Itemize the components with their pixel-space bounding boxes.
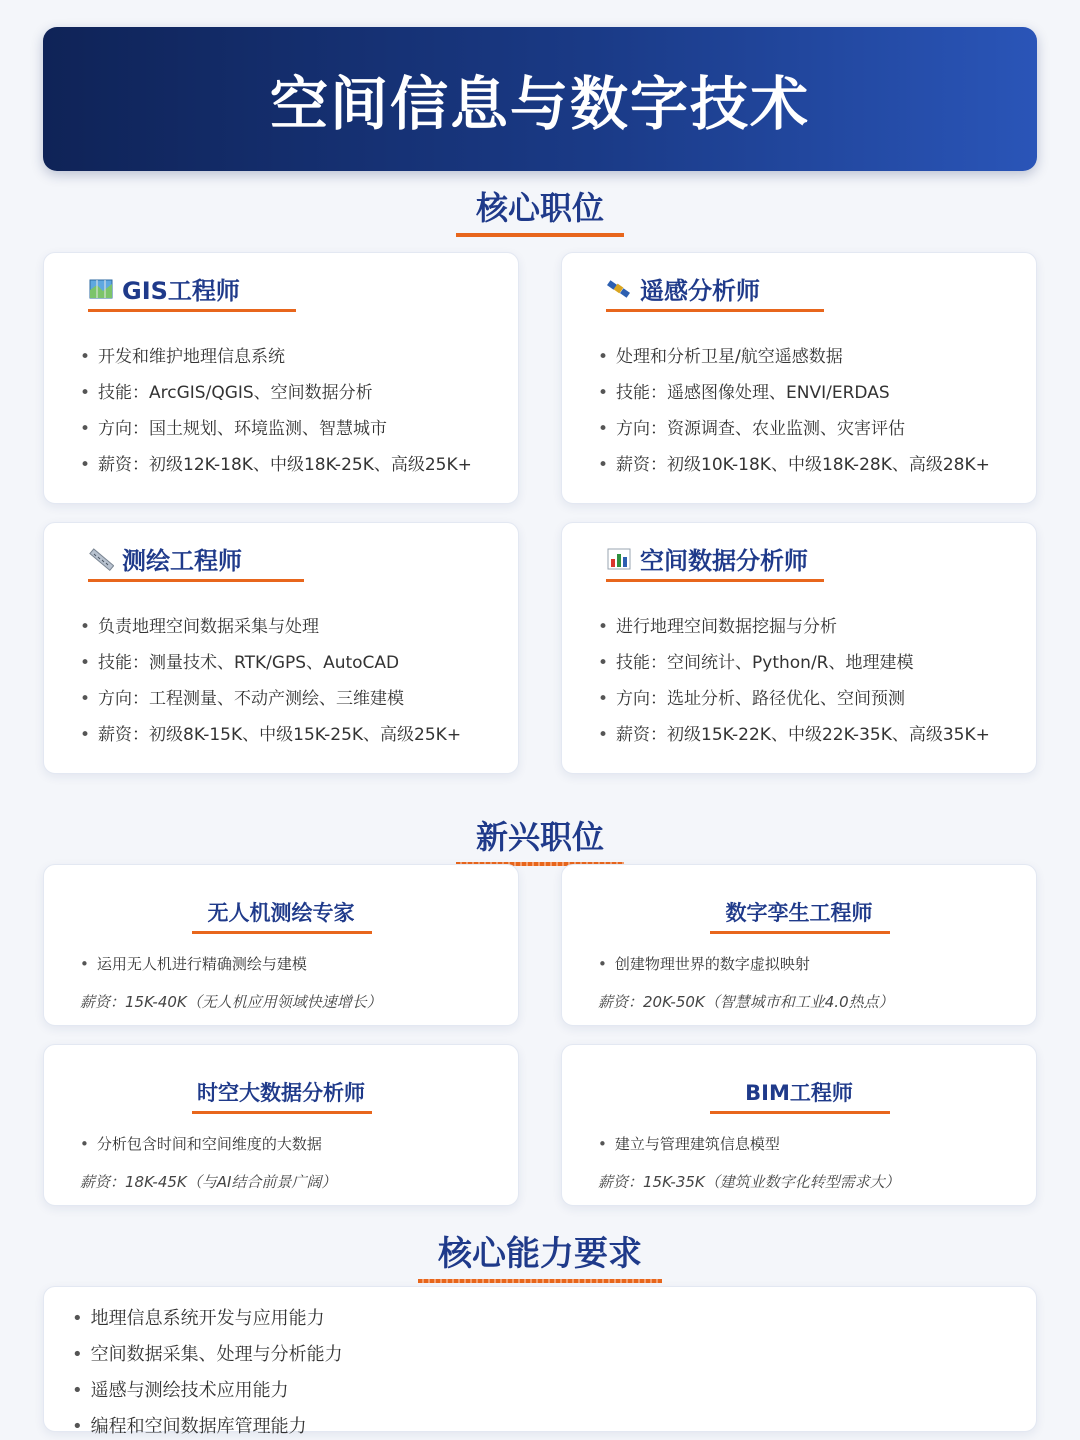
job-title: 数字孪生工程师 — [725, 901, 873, 925]
title-underline — [192, 931, 372, 934]
list-item: • 方向：工程测量、不动产测绘、三维建模 — [80, 681, 461, 717]
list-item: • 处理和分析卫星/航空遥感数据 — [598, 339, 990, 375]
job-title: GIS工程师 — [122, 277, 240, 305]
list-item: • 技能：遥感图像处理、ENVI/ERDAS — [598, 375, 990, 411]
section-title-ability: 核心能力要求 — [0, 1226, 1080, 1283]
job-description: • 建立与管理建筑信息模型 — [598, 1133, 780, 1154]
title-underline — [710, 931, 890, 934]
job-details — [80, 339, 472, 483]
job-title: 空间数据分析师 — [640, 547, 808, 575]
job-salary: 薪资：20K-50K（智慧城市和工业4.0热点） — [598, 993, 894, 1011]
list-item: • 进行地理空间数据挖掘与分析 — [598, 609, 990, 645]
list-item: • 方向：国土规划、环境监测、智慧城市 — [80, 411, 472, 447]
job-details — [598, 609, 990, 753]
section-title-core: 核心职位 — [0, 183, 1080, 237]
list-item: • 负责地理空间数据采集与处理 — [80, 609, 461, 645]
job-details — [80, 609, 461, 753]
header-banner — [43, 27, 1037, 171]
emerging-card-spatiotemporal[interactable] — [43, 1044, 519, 1206]
job-card-spatial-data[interactable] — [561, 522, 1037, 774]
list-item: • 薪资：初级12K-18K、中级18K-25K、高级25K+ — [80, 447, 472, 483]
job-details — [598, 339, 990, 483]
job-title: BIM工程师 — [745, 1081, 853, 1105]
emerging-card-bim[interactable] — [561, 1044, 1037, 1206]
list-item: • 编程和空间数据库管理能力 — [72, 1409, 343, 1440]
ability-card — [43, 1286, 1037, 1437]
job-title: 无人机测绘专家 — [207, 901, 355, 925]
map-icon — [88, 276, 114, 302]
list-item: • 地理信息系统开发与应用能力 — [72, 1301, 343, 1337]
job-card-surveying[interactable] — [43, 522, 519, 774]
job-title: 遥感分析师 — [640, 277, 760, 305]
list-item: • 方向：选址分析、路径优化、空间预测 — [598, 681, 990, 717]
satellite-icon — [606, 276, 632, 302]
job-description: • 运用无人机进行精确测绘与建模 — [80, 953, 307, 974]
ruler-icon — [88, 546, 114, 572]
job-title: 时空大数据分析师 — [197, 1081, 365, 1105]
title-underline — [88, 309, 296, 312]
list-item: • 空间数据采集、处理与分析能力 — [72, 1337, 343, 1373]
title-underline — [88, 579, 304, 582]
bar-chart-icon — [606, 546, 632, 572]
ability-list — [72, 1301, 343, 1440]
job-salary: 薪资：15K-40K（无人机应用领域快速增长） — [80, 993, 382, 1011]
job-salary: 薪资：15K-35K（建筑业数字化转型需求大） — [598, 1173, 900, 1191]
list-item: • 薪资：初级15K-22K、中级22K-35K、高级35K+ — [598, 717, 990, 753]
job-description: • 分析包含时间和空间维度的大数据 — [80, 1133, 322, 1154]
list-item: • 方向：资源调查、农业监测、灾害评估 — [598, 411, 990, 447]
list-item: • 开发和维护地理信息系统 — [80, 339, 472, 375]
list-item: • 薪资：初级8K-15K、中级15K-25K、高级25K+ — [80, 717, 461, 753]
title-underline — [606, 579, 824, 582]
job-salary: 薪资：18K-45K（与AI结合前景广阔） — [80, 1173, 337, 1191]
title-underline — [606, 309, 824, 312]
title-underline — [192, 1111, 372, 1114]
page-title: 空间信息与数字技术 — [269, 70, 810, 138]
section-title-emerging: 新兴职位 — [0, 812, 1080, 866]
list-item: • 薪资：初级10K-18K、中级18K-28K、高级28K+ — [598, 447, 990, 483]
emerging-card-drone[interactable] — [43, 864, 519, 1026]
job-title: 测绘工程师 — [122, 547, 242, 575]
list-item: • 技能：测量技术、RTK/GPS、AutoCAD — [80, 645, 461, 681]
job-card-gis[interactable] — [43, 252, 519, 504]
emerging-card-digital-twin[interactable] — [561, 864, 1037, 1026]
job-card-remote-sensing[interactable] — [561, 252, 1037, 504]
list-item: • 遥感与测绘技术应用能力 — [72, 1373, 343, 1409]
list-item: • 技能：空间统计、Python/R、地理建模 — [598, 645, 990, 681]
title-underline — [710, 1111, 890, 1114]
job-description: • 创建物理世界的数字虚拟映射 — [598, 953, 810, 974]
list-item: • 技能：ArcGIS/QGIS、空间数据分析 — [80, 375, 472, 411]
